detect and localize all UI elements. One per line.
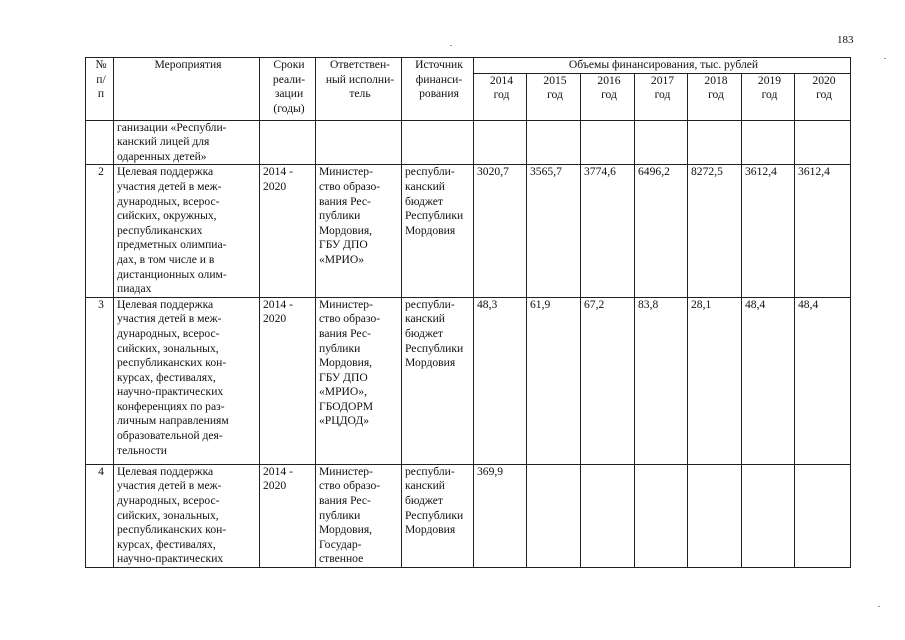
funding-value-2015 <box>527 120 581 165</box>
header-num <box>86 58 114 121</box>
header-terms <box>260 58 316 121</box>
event-cell: ганизации «Республи- канский лицей для одаренных детей» <box>114 120 260 165</box>
header-funding-title: Объемы финансирования, тыс. рублей <box>474 58 851 74</box>
executor-cell: Министер- ство образо- вания Рес- публики Мордовия, Государ- ственное <box>316 464 402 567</box>
financing-table <box>85 57 851 568</box>
funding-value-2014 <box>474 120 527 165</box>
funding-value-2016: 67,2 <box>581 297 635 464</box>
header-year-2014: 2014 год <box>474 73 527 120</box>
scan-speck <box>878 606 880 607</box>
scan-speck <box>450 45 452 46</box>
table-row <box>86 464 851 567</box>
funding-value-2018: 28,1 <box>688 297 742 464</box>
header-year-2015: 2015 год <box>527 73 581 120</box>
funding-value-2019: 3612,4 <box>742 165 795 297</box>
funding-value-2017: 83,8 <box>635 297 688 464</box>
header-line: п <box>97 87 105 101</box>
funding-value-2016 <box>581 120 635 165</box>
funding-value-2016 <box>581 464 635 567</box>
funding-value-2014: 369,9 <box>474 464 527 567</box>
header-line: (годы) <box>273 101 305 115</box>
header-line: п/ <box>96 72 106 86</box>
header-line: финанси- <box>415 72 463 86</box>
executor-cell <box>316 120 402 165</box>
funding-value-2020: 48,4 <box>795 297 851 464</box>
header-line: Источник <box>415 58 463 71</box>
header-year-2017: 2017 год <box>635 73 688 120</box>
funding-value-2015: 61,9 <box>527 297 581 464</box>
table-row <box>86 297 851 464</box>
header-line: зации <box>274 87 304 101</box>
terms-cell: 2014 - 2020 <box>260 297 316 464</box>
funding-value-2018 <box>688 464 742 567</box>
header-line: ный исполни- <box>325 72 395 86</box>
header-event: Мероприятия <box>114 58 260 121</box>
event-cell: Целевая поддержка участия детей в меж- дународных, всерос- сийских, окружных, республиканских предметных олимпиа- дах, в том числе и в дистанционных олим- пиадах <box>114 165 260 297</box>
funding-value-2019 <box>742 120 795 165</box>
terms-cell: 2014 - 2020 <box>260 165 316 297</box>
funding-value-2014: 3020,7 <box>474 165 527 297</box>
funding-value-2020 <box>795 120 851 165</box>
source-cell <box>402 120 474 165</box>
row-number: 3 <box>86 297 114 464</box>
terms-cell <box>260 120 316 165</box>
header-year-2016: 2016 год <box>581 73 635 120</box>
header-year-2018: 2018 год <box>688 73 742 120</box>
source-cell: республи- канский бюджет Республики Мордовия <box>402 297 474 464</box>
funding-value-2015: 3565,7 <box>527 165 581 297</box>
header-line: реали- <box>272 72 306 86</box>
header-source <box>402 58 474 121</box>
funding-value-2014: 48,3 <box>474 297 527 464</box>
header-year-2019: 2019 год <box>742 73 795 120</box>
table-row <box>86 120 851 165</box>
header-line: Ответствен- <box>329 58 391 71</box>
row-number: 2 <box>86 165 114 297</box>
table-row <box>86 165 851 297</box>
executor-cell: Министер- ство образо- вания Рес- публики Мордовия, ГБУ ДПО «МРИО», ГБОДОРМ «РЦДОД» <box>316 297 402 464</box>
header-line: Сроки <box>273 58 305 71</box>
header-line: № <box>95 58 107 71</box>
header-executor <box>316 58 402 121</box>
source-cell: республи- канский бюджет Республики Мордовия <box>402 464 474 567</box>
funding-value-2015 <box>527 464 581 567</box>
funding-value-2017 <box>635 120 688 165</box>
header-year-2020: 2020 год <box>795 73 851 120</box>
funding-value-2017: 6496,2 <box>635 165 688 297</box>
header-line: тель <box>349 87 371 101</box>
funding-value-2018: 8272,5 <box>688 165 742 297</box>
funding-value-2017 <box>635 464 688 567</box>
source-cell: республи- канский бюджет Республики Мордовия <box>402 165 474 297</box>
funding-value-2019 <box>742 464 795 567</box>
scan-speck <box>884 58 886 59</box>
funding-value-2019: 48,4 <box>742 297 795 464</box>
funding-value-2020: 3612,4 <box>795 165 851 297</box>
funding-value-2016: 3774,6 <box>581 165 635 297</box>
terms-cell: 2014 - 2020 <box>260 464 316 567</box>
event-cell: Целевая поддержка участия детей в меж- дународных, всерос- сийских, зональных, республиканских кон- курсах, фестивалях, научно-практических <box>114 464 260 567</box>
page-number: 183 <box>837 34 854 46</box>
executor-cell: Министер- ство образо- вания Рес- публики Мордовия, ГБУ ДПО «МРИО» <box>316 165 402 297</box>
funding-value-2020 <box>795 464 851 567</box>
row-number <box>86 120 114 165</box>
row-number: 4 <box>86 464 114 567</box>
header-line: рования <box>419 87 459 101</box>
funding-value-2018 <box>688 120 742 165</box>
event-cell: Целевая поддержка участия детей в меж- дународных, всерос- сийских, зональных, республиканских кон- курсах, фестивалях, научно-практических конференциях по раз- личным направлениям образовательной дея- тельности <box>114 297 260 464</box>
